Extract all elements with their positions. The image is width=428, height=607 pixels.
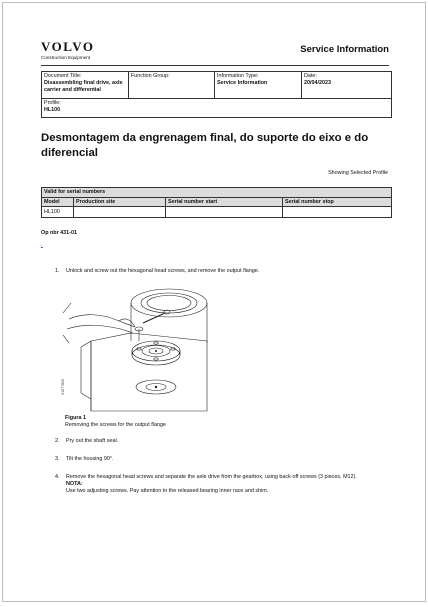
cell-model: HL100 — [42, 207, 74, 218]
volvo-logo: VOLVO — [41, 39, 95, 54]
serial-table-band: Valid for serial numbers — [42, 188, 392, 198]
cell-serial-stop — [283, 207, 392, 218]
document-title-label: Document Title: — [44, 73, 82, 79]
meta-function-group-cell — [129, 72, 215, 99]
profile-value: HL100 — [44, 107, 61, 113]
meta-information-type-cell — [215, 72, 302, 99]
step-number: 3. — [55, 456, 60, 462]
profile-note: Showing Selected Profile — [328, 170, 388, 176]
brand-subtitle: Construction Equipment — [41, 55, 91, 60]
column-header-model: Model — [42, 197, 74, 207]
figure-code: V1077803 — [61, 379, 65, 395]
figure-caption-text: Removing the screws for the output flange — [65, 422, 166, 428]
meta-date-cell — [302, 72, 392, 99]
date-value: 20/04/2023 — [304, 80, 331, 86]
step-number: 2. — [55, 438, 60, 444]
cell-production-site — [74, 207, 166, 218]
operation-number: Op nbr 431-01 — [41, 230, 77, 236]
header-divider — [41, 65, 389, 66]
profile-label: Profile: — [44, 100, 61, 106]
step-number: 1. — [55, 268, 60, 274]
step-number: 4. — [55, 474, 60, 480]
step-text-block — [66, 474, 395, 495]
serial-numbers-table — [41, 187, 392, 218]
column-header-serial-stop: Serial number stop — [283, 197, 392, 207]
brand-block — [41, 41, 94, 60]
document-meta-table — [41, 71, 392, 118]
figure-caption — [65, 415, 166, 429]
note-label: NOTA: — [66, 481, 83, 487]
document-title-value: Disassembling final drive, axle carrier and differential — [44, 80, 123, 93]
information-type-value: Service Information — [217, 80, 268, 86]
meta-document-title-cell — [42, 72, 129, 99]
note-text: Use two adjusting screws. Pay attention to the released bearing inner race and shim. — [66, 488, 269, 494]
date-label: Date: — [304, 73, 317, 79]
table-row — [42, 207, 392, 218]
column-header-production-site: Production site — [74, 197, 166, 207]
step-text: Remove the hexagonal head screws and separate the axle drive from the gearbox, using back-off screws (3 pieces, M12). — [66, 474, 357, 480]
output-flange-illustration — [61, 283, 211, 415]
service-information-title: Service Information — [300, 44, 389, 55]
function-group-label: Function Group: — [131, 73, 170, 79]
figure-caption-title: Figura 1 — [65, 415, 86, 421]
meta-profile-cell — [42, 99, 392, 118]
cell-serial-start — [166, 207, 283, 218]
step-text: Tilt the housing 90°. — [66, 456, 114, 462]
step-text: Unlock and screw out the hexagonal head screws, and remove the output flange. — [66, 268, 260, 274]
information-type-label: Information Type: — [217, 73, 259, 79]
service-document-page — [2, 2, 426, 602]
step-text: Pry out the shaft seal. — [66, 438, 119, 444]
anchor-link[interactable]: . — [41, 242, 43, 248]
page-title: Desmontagem da engrenagem final, do suporte do eixo e do diferencial — [41, 132, 369, 159]
column-header-serial-start: Serial number start — [166, 197, 283, 207]
